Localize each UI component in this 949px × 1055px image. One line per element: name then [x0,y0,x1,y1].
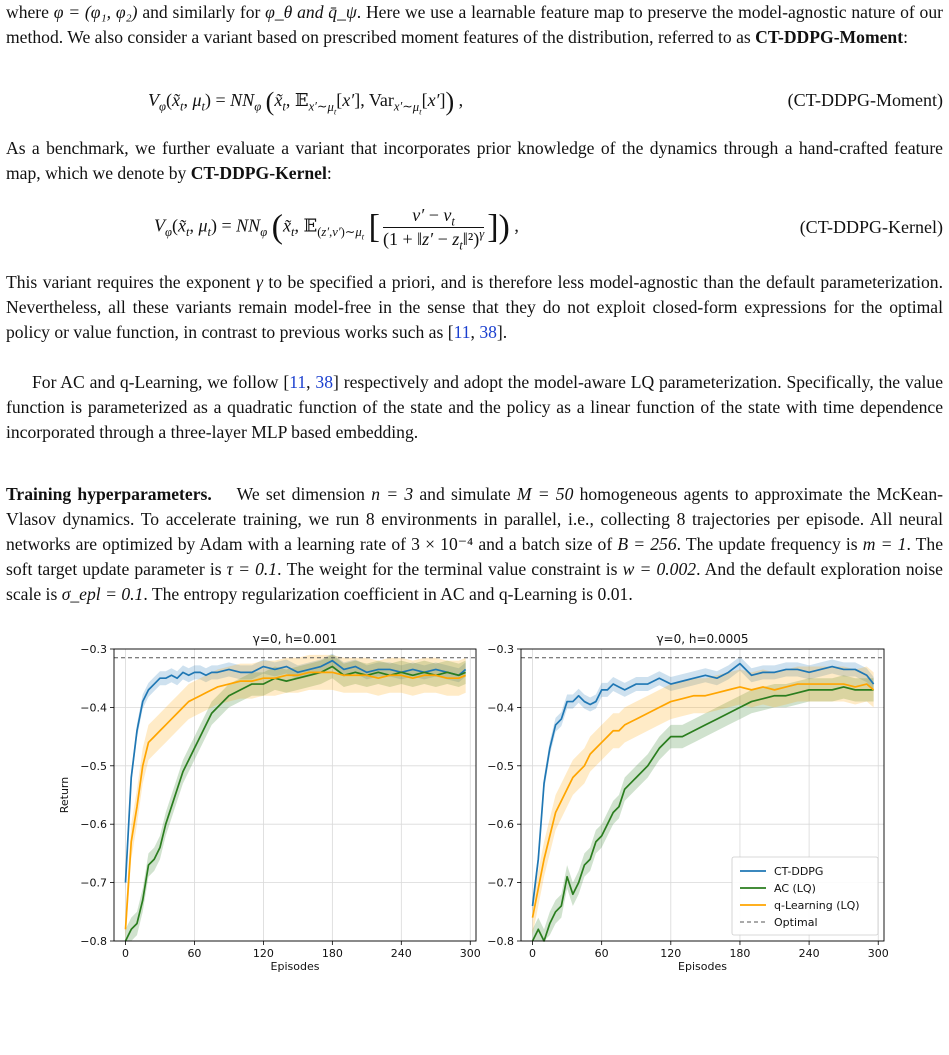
y-tick-label: −0.4 [80,701,107,715]
x-axis-label: Episodes [270,960,320,973]
equation-tag: (CT-DDPG-Kernel) [799,217,943,237]
y-tick-label: −0.6 [487,818,514,832]
y-tick-label: −0.3 [80,643,107,656]
figure-learning-curves [0,615,949,1055]
x-tick-label: 300 [867,947,889,960]
y-tick-label: −0.7 [80,876,107,890]
y-tick-label: −0.5 [80,759,107,773]
equation-moment: $V_\varphi(x̃_t$, $\mu_t) = NN_\varphi$ ($x̃_t$, 𝔼$_{x'\sim\mu_t}$[x′], Var$_{x'\sim\mu_t}$[x′]) , (CT-DDPG-Moment) [148,86,943,117]
citation-link[interactable]: 11 [289,372,307,392]
x-tick-label: 180 [321,947,343,960]
legend-label: Optimal [774,916,818,929]
equation-tag: (CT-DDPG-Moment) [787,90,943,110]
citation-link[interactable]: 38 [479,322,497,342]
paragraph-kernel: As a benchmark, we further evaluate a variant that incorporates prior knowledge of the dynamics through a hand-crafted feature map, which we denote by CT-DDPG-Kernel: [6,138,943,183]
y-tick-label: −0.6 [80,818,107,832]
x-tick-label: 120 [252,947,274,960]
y-tick-label: −0.3 [487,643,514,656]
y-tick-label: −0.5 [487,759,514,773]
x-tick-label: 0 [529,947,537,960]
x-tick-label: 0 [121,947,129,960]
paragraph-feature-map: where φ = (φ₁, φ₂) and similarly for φ_θ and q̄_ψ. Here we use a learnable feature map to preserve the model-agnostic nature of our method. We also consider a variant based on prescribed moment features of the distribution, referred to as CT-DDPG-Moment: [6,2,943,47]
paragraph-hyperparameters: Training hyperparameters. We set dimension n = 3 and simulate M = 50 homogeneous agents to approximate the McKean-Vlasov dynamics. To accelerate training, we run 8 environments in parallel, i.e., collecting 8 trajectories per episode. All neural networks are optimized by Adam with a learning rate of 3 × 10⁻⁴ and a batch size of B = 256. The update frequency is m = 1. The soft target update parameter is τ = 0.1. The weight for the terminal value constraint is w = 0.002. And the default exploration noise scale is σ_epl = 0.1. The entropy regularization coefficient in AC and q-Learning is 0.01. [6,484,944,604]
y-tick-label: −0.8 [487,935,514,948]
legend-label: AC (LQ) [774,882,816,895]
x-tick-label: 180 [729,947,751,960]
paragraph-variant: This variant requires the exponent γ to be specified a priori, and is therefore less model-agnostic than the default parameterization. Nevertheless, all these variants remain model-free in the sense that they do not exploit closed-form expressions for the optimal policy or value function, in contrast to previous works such as [11, 38]. [6,272,943,342]
paragraph-ac-qlearning: For AC and q-Learning, we follow [11, 38] respectively and adopt the model-aware LQ parameterization. Specifically, the value function is parameterized as a quadratic function of the state and the policy as a linear function of the state with time dependence incorporated through a three-layer MLP based embedding. [6,372,944,442]
equation-kernel: $V_\varphi(x̃_t$, $\mu_t) = NN_\varphi$ ($x̃_t$, 𝔼$_{(z',v')\sim\mu_t}$ [ $\frac{v' - v_t}{(1 + ‖z' - z_t‖^2)^\gamma}$ ]) , (CT-DDPG-Kernel) [154,205,943,253]
x-tick-label: 120 [660,947,682,960]
chart-title: γ=0, h=0.0005 [656,632,749,646]
y-tick-label: −0.7 [487,876,514,890]
x-tick-label: 300 [459,947,481,960]
legend-label: q-Learning (LQ) [774,899,860,912]
y-axis-label: Return [58,776,71,814]
x-tick-label: 240 [798,947,820,960]
citation-link[interactable]: 38 [315,372,334,392]
x-tick-label: 60 [594,947,609,960]
citation-link[interactable]: 11 [453,322,471,342]
y-tick-label: −0.8 [80,935,107,948]
x-axis-label: Episodes [678,960,727,973]
x-tick-label: 60 [187,947,202,960]
legend-label: CT-DDPG [774,865,824,878]
y-tick-label: −0.4 [487,701,514,715]
x-tick-label: 240 [390,947,412,960]
chart-title: γ=0, h=0.001 [252,632,338,646]
